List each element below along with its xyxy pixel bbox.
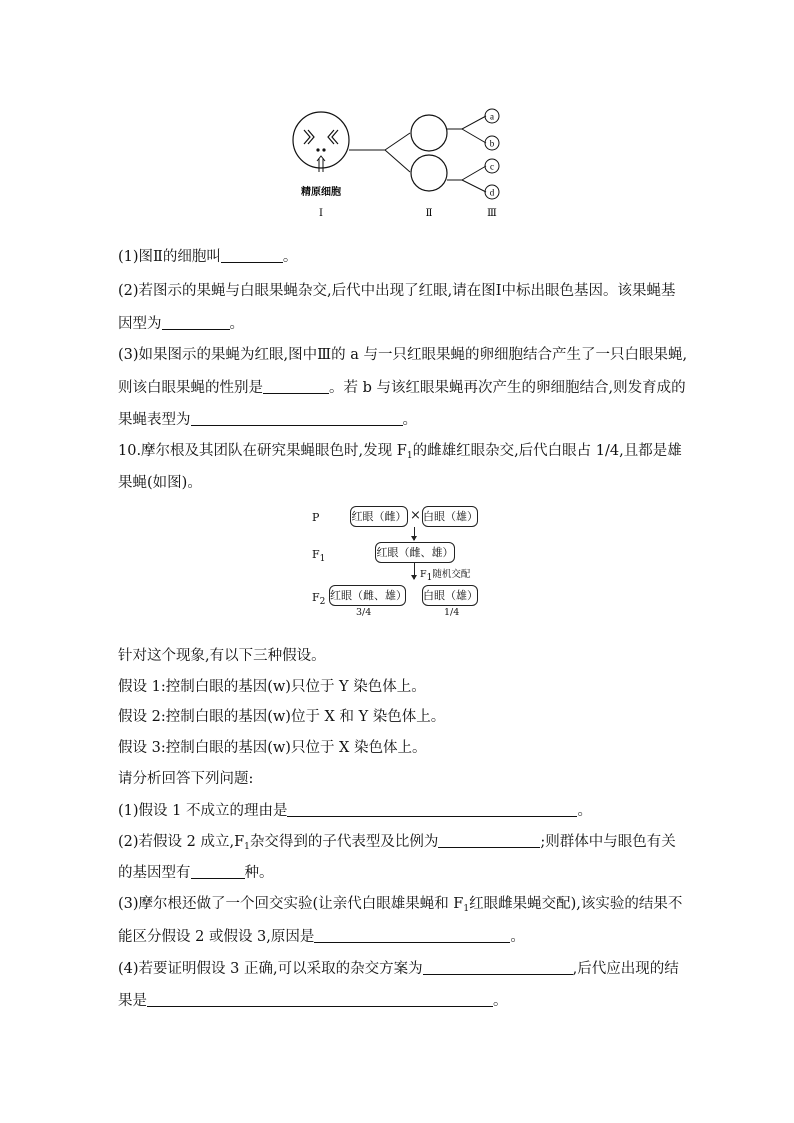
q10-text-cont: 的雌雄红眼杂交,后代白眼占 1/4,且都是雄: [412, 443, 682, 459]
hypothesis-2-text: 假设 2:控制白眼的基因(w)位于 X 和 Y 染色体上。: [118, 709, 446, 725]
cross-symbol: ×: [410, 508, 421, 523]
q10-sub2-text-cont2: ;则群体中与眼色有关: [540, 834, 676, 850]
period: 。: [282, 249, 298, 265]
chromosome-dot: [322, 148, 325, 151]
q9-sub3-line2: [118, 377, 686, 398]
q9-sub3-text-cont: 则该白眼果蝇的性别是: [118, 380, 263, 396]
q10-sub4-line2: [118, 990, 508, 1011]
q10-sub4-text-cont: ,后代应出现的结: [572, 961, 679, 977]
cell-name-label: 精原细胞: [301, 187, 341, 198]
subscript: 1: [319, 554, 326, 564]
p-male-box: 白眼（雄）: [422, 506, 478, 527]
down-arrow-icon: [414, 563, 415, 579]
meiosis-svg: [280, 100, 520, 230]
answer-blank[interactable]: [147, 990, 493, 1007]
q10-sub2-text: (2)若假设 2 成立,F: [118, 834, 245, 850]
hypothesis-1: [118, 677, 426, 697]
sperm-label-d: d: [489, 187, 495, 198]
branch-line: [385, 133, 410, 150]
subscript: 1: [426, 573, 433, 583]
period: 。: [577, 803, 592, 819]
answer-blank[interactable]: [314, 926, 510, 943]
period: 。: [510, 929, 525, 945]
q10-line1: [118, 441, 682, 461]
instruction-text: 请分析回答下列问题:: [118, 771, 254, 787]
f1-letter: F: [312, 548, 320, 561]
f1-letter: F: [420, 569, 427, 580]
f1-mating-label: [420, 566, 471, 583]
answer-blank[interactable]: [162, 313, 230, 330]
answer-blank[interactable]: [221, 246, 283, 263]
stage-label-1: Ⅰ: [319, 208, 323, 219]
branch-line: [462, 116, 486, 129]
generation-f2-label: [312, 591, 326, 607]
stage-label-2: Ⅱ: [425, 208, 433, 219]
branch-line: [462, 180, 486, 192]
q10-sub2-text-cont: 杂交得到的子代表型及比例为: [249, 834, 439, 850]
double-arrow-icon: [317, 156, 325, 172]
branch-line: [462, 166, 486, 180]
mating-text: 随机交配: [432, 569, 471, 580]
secondary-cell-lower: [411, 155, 447, 191]
q9-sub2-text-cont: 因型为: [118, 316, 162, 332]
q9-sub3-line3: [118, 409, 417, 430]
q10-sub3-text-end: 能区分假设 2 或假设 3,原因是: [118, 929, 315, 945]
subscript: 1: [406, 451, 413, 461]
q10-sub1-text: (1)假设 1 不成立的理由是: [118, 803, 288, 819]
q10-sub2-line2: [118, 862, 274, 883]
q10-text-end: 果蝇(如图)。: [118, 475, 202, 491]
hypothesis-3: [118, 738, 427, 758]
chromosome-right: [328, 130, 338, 144]
ratio-red: 3/4: [356, 607, 372, 618]
q10-sub3-line1: [118, 894, 682, 914]
f2-red-box: 红眼（雌、雄）: [329, 585, 406, 606]
chromosome-left: [304, 130, 314, 144]
q9-sub3-text: (3)如果图示的果蝇为红眼,图中Ⅲ的 a 与一只红眼果蝇的卵细胞结合产生了一只白眼果蝇,: [118, 347, 688, 363]
stage-label-3: Ⅲ: [487, 208, 497, 219]
answer-blank[interactable]: [263, 377, 329, 394]
meiosis-diagram: [280, 100, 520, 230]
q10-sub3-text-cont: 红眼雌果蝇交配),该实验的结果不: [469, 896, 683, 912]
answer-blank[interactable]: [423, 958, 573, 975]
answer-blank[interactable]: [438, 831, 540, 848]
generation-f1-label: [312, 548, 326, 564]
generation-p-label: P: [312, 511, 320, 524]
chromosome-dot: [316, 148, 319, 151]
q10-sub4-text: (4)若要证明假设 3 正确,可以采取的杂交方案为: [118, 961, 423, 977]
period: 。: [402, 412, 417, 428]
q10-sub4-text-end: 果是: [118, 993, 147, 1009]
q9-sub1: [118, 246, 297, 267]
answer-blank[interactable]: [191, 862, 245, 879]
q10-sub3-text: (3)摩尔根还做了一个回交实验(让亲代白眼雄果蝇和 F: [118, 896, 464, 912]
q9-sub3-text-cont2: 。若 b 与该红眼果蝇再次产生的卵细胞结合,则发育成的: [329, 380, 686, 396]
hypothesis-1-text: 假设 1:控制白眼的基因(w)只位于 Y 染色体上。: [118, 679, 426, 695]
branch-line: [462, 129, 486, 143]
q10-text: 10.摩尔根及其团队在研究果蝇眼色时,发现 F: [118, 443, 407, 459]
sperm-label-b: b: [489, 138, 495, 149]
q9-sub3-text-end: 果蝇表型为: [118, 412, 191, 428]
f2-letter: F: [312, 591, 320, 604]
q9-sub2-text: (2)若图示的果蝇与白眼果蝇杂交,后代中出现了红眼,请在图Ⅰ中标出眼色基因。该果蝇基: [118, 283, 676, 299]
period: 。: [493, 993, 508, 1009]
q9-sub2-line2: [118, 313, 244, 334]
q9-sub3-line1: [118, 345, 687, 365]
sperm-label-a: a: [490, 111, 494, 122]
f1-box: 红眼（雌、雄）: [375, 542, 455, 563]
subscript: 2: [319, 597, 326, 607]
q10-sub2-text-end: 的基因型有: [118, 865, 191, 881]
q9-sub2-line1: [118, 281, 675, 301]
branch-line: [385, 150, 410, 172]
p-female-box: 红眼（雌）: [350, 506, 408, 527]
intro-text: 针对这个现象,有以下三种假设。: [118, 648, 326, 664]
answer-blank[interactable]: [191, 409, 403, 426]
secondary-cell-upper: [411, 115, 447, 151]
answer-blank[interactable]: [287, 800, 577, 817]
ratio-white: 1/4: [444, 607, 460, 618]
f2-white-box: 白眼（雄）: [422, 585, 478, 606]
q10-line2: [118, 473, 202, 493]
q10-sub1: [118, 800, 592, 821]
cross-diagram: [300, 498, 500, 623]
q10-sub2-text-end2: 种。: [244, 865, 274, 881]
spermatogonium-cell: [293, 112, 349, 168]
down-arrow-icon: [414, 527, 415, 540]
period: 。: [229, 316, 244, 332]
q10-sub4-line1: [118, 958, 679, 979]
q10-sub3-line2: [118, 926, 525, 947]
hypothesis-3-text: 假设 3:控制白眼的基因(w)只位于 X 染色体上。: [118, 740, 427, 756]
q10-sub2-line1: [118, 831, 676, 852]
sperm-label-c: c: [490, 161, 494, 172]
hypothesis-2: [118, 707, 445, 727]
subscript: 1: [463, 904, 470, 914]
q9-sub1-text: (1)图Ⅱ的细胞叫: [118, 249, 221, 265]
hypotheses-intro: [118, 646, 326, 666]
subscript: 1: [244, 842, 250, 852]
instruction: [118, 769, 253, 789]
